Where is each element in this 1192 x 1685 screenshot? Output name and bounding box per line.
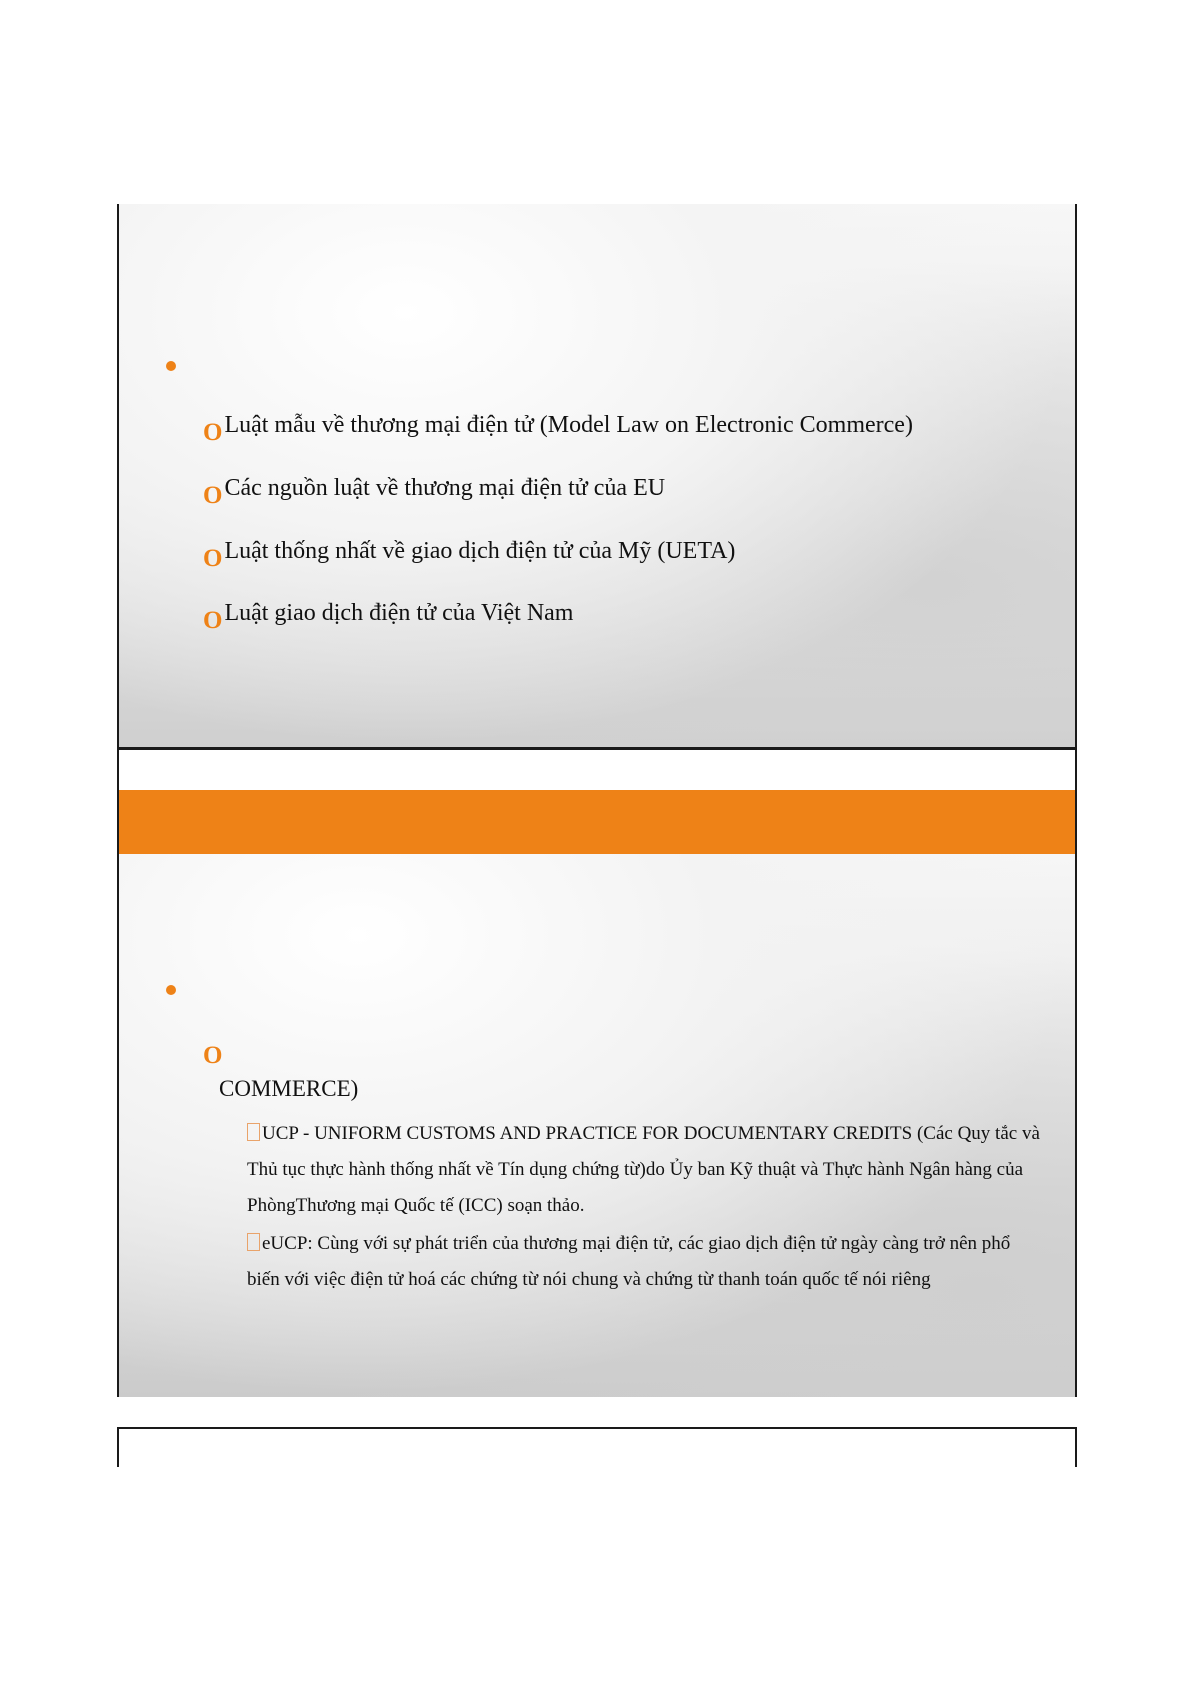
o-bullet-icon: O [203, 607, 223, 634]
list-item [203, 600, 573, 635]
box-bullet-icon [247, 1123, 260, 1141]
slide-2 [117, 748, 1077, 1397]
slide-body [119, 854, 1075, 1397]
sub-list-item-text: UCP - UNIFORM CUSTOMS AND PRACTICE FOR DOCUMENTARY CREDITS (Các Quy tắc và Thủ tục thực hành thống nhất về Tín dụng chứng từ)do Ủy ban Kỹ thuật và Thực hành Ngân hàng của PhòngThương mại Quốc tế (ICC) soạn thảo. [247, 1123, 1040, 1216]
o-bullet-icon: O [203, 545, 223, 572]
list-item-text: Luật mẫu về thương mại điện tử (Model Law on Electronic Commerce) [224, 412, 913, 438]
list-item-text: Các nguồn luật về thương mại điện tử của EU [224, 475, 666, 501]
o-bullet-icon: O [203, 419, 223, 446]
sub-list-item [247, 1116, 1047, 1224]
list-item [203, 538, 735, 573]
box-bullet-icon [247, 1233, 260, 1251]
o-bullet-icon: O [203, 1042, 223, 1069]
list-item-text: Luật thống nhất về giao dịch điện tử của Mỹ (UETA) [224, 538, 736, 564]
slide-3 [117, 1427, 1077, 1467]
o-bullet-icon: O [203, 482, 223, 509]
sub-list-item-text: eUCP: Cùng với sự phát triển của thương mại điện tử, các giao dịch điện tử ngày càng trở nên phổ biến với việc điện tử hoá các chứng từ nói chung và chứng từ thanh toán quốc tế nói riêng [247, 1233, 1011, 1290]
sub-list-item [247, 1226, 1047, 1298]
commerce-text: COMMERCE) [219, 1076, 359, 1101]
bullet-dot-icon [166, 361, 176, 371]
list-item [203, 412, 913, 447]
slide-1 [117, 204, 1077, 749]
title-band [119, 790, 1075, 854]
bullet-dot-icon [166, 985, 176, 995]
list-item-text: Luật giao dịch điện tử của Việt Nam [224, 600, 574, 626]
list-item [203, 475, 665, 510]
